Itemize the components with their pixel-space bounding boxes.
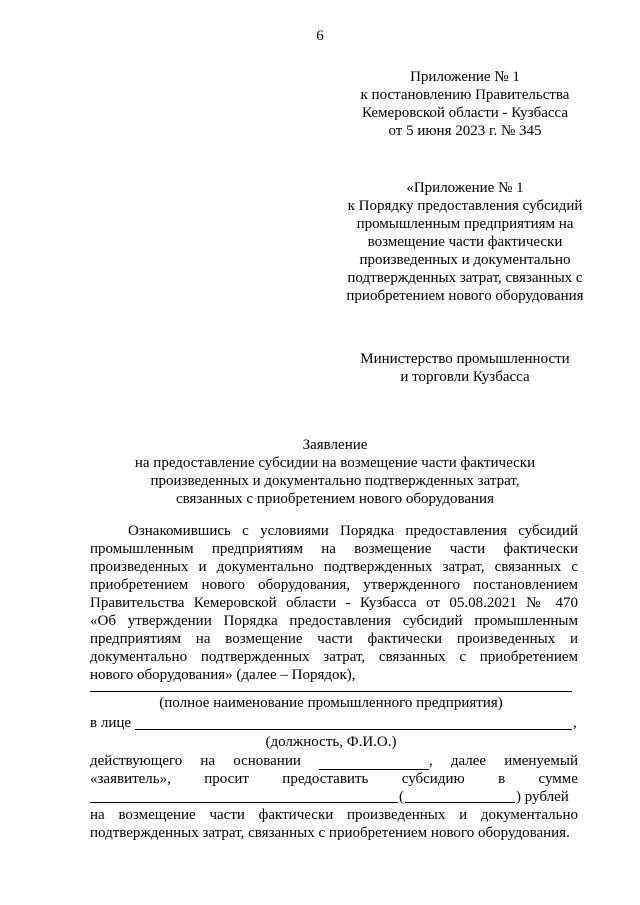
document-title	[90, 436, 580, 508]
applicant-word: предоставить	[282, 771, 369, 787]
annex-line: Приложение № 1	[410, 69, 520, 85]
in-person-field[interactable]	[135, 729, 572, 730]
body-line: приобретением нового оборудования, утвержденного постановлением	[90, 577, 578, 593]
body-line: произведенных и документально подтвержденных затрат, связанных с	[90, 559, 578, 575]
purpose-paragraph	[90, 806, 578, 842]
in-person-label: в лице	[90, 715, 132, 731]
acting-word: на	[200, 753, 216, 769]
addressee-line: и торговли Кузбасса	[400, 369, 530, 385]
body-line: нового оборудования» (далее – Порядок),	[90, 667, 356, 683]
position-caption: (должность, Ф.И.О.)	[265, 734, 397, 750]
enterprise-caption: (полное наименование промышленного предприятия)	[159, 695, 503, 711]
order-line: подтвержденных затрат, связанных с	[347, 270, 583, 286]
annex-line: к постановлению Правительства	[360, 87, 570, 103]
order-line: к Порядку предоставления субсидий	[347, 198, 583, 214]
body-line: документально подтвержденных затрат, связанных с приобретением	[90, 649, 578, 665]
body-line: предприятиям на возмещение части фактически произведенных и	[90, 631, 578, 647]
acting-word: основании	[233, 753, 301, 769]
acting-word: далее	[450, 753, 487, 769]
body-line: «Об утверждении Порядка предоставления субсидий промышленным	[90, 613, 578, 629]
applicant-word: в	[498, 771, 506, 787]
title-line: на предоставление субсидии на возмещение части фактически	[134, 455, 536, 471]
order-line: промышленным предприятиям на	[356, 216, 574, 232]
page-number: 6	[316, 28, 324, 44]
enterprise-name-field[interactable]	[90, 691, 572, 692]
order-block	[320, 179, 610, 305]
sum-words-field[interactable]	[405, 802, 515, 803]
purpose-line: на возмещение части фактически произведенных и документально	[90, 807, 578, 823]
sum-close-label: ) рублей	[516, 789, 569, 805]
sum-digits-field[interactable]	[90, 802, 398, 803]
applicant-word: субсидию	[401, 771, 465, 787]
title-line: произведенных и документально подтвержденных затрат,	[150, 473, 520, 489]
acting-word: ,	[429, 753, 433, 769]
applicant-word: «заявитель»,	[90, 771, 171, 787]
order-line: возмещение части фактически	[367, 234, 563, 250]
applicant-word: просит	[204, 771, 249, 787]
order-line: произведенных и документально	[359, 252, 571, 268]
applicant-line	[90, 770, 578, 788]
addressee-block	[330, 350, 600, 386]
title-heading: Заявление	[302, 437, 368, 453]
title-line: связанных с приобретением нового оборудования	[176, 491, 494, 507]
purpose-line: подтвержденных затрат, связанных с приобретением нового оборудования.	[90, 825, 570, 841]
body-line: Правительства Кемеровской области - Кузбасса от 05.08.2021 № 470	[90, 595, 578, 611]
body-line: Ознакомившись с условиями Порядка предоставления субсидий	[128, 523, 578, 539]
body-line: промышленным предприятиям на возмещение части фактически	[90, 541, 578, 557]
order-line: приобретением нового оборудования	[346, 288, 584, 304]
acting-word: именуемый	[504, 753, 578, 769]
addressee-line: Министерство промышленности	[360, 351, 570, 367]
in-person-comma: ,	[573, 715, 577, 731]
annex-line: Кемеровской области - Кузбасса	[361, 105, 569, 121]
basis-field[interactable]	[319, 755, 429, 770]
annex-line: от 5 июня 2023 г. № 345	[388, 123, 542, 139]
sum-open-paren: (	[399, 789, 404, 805]
order-line: «Приложение № 1	[406, 180, 524, 196]
acting-word: действующего	[90, 753, 183, 769]
applicant-word: сумме	[538, 771, 578, 787]
annex-block	[330, 68, 600, 140]
body-paragraph	[90, 522, 578, 684]
acting-line	[90, 752, 578, 770]
